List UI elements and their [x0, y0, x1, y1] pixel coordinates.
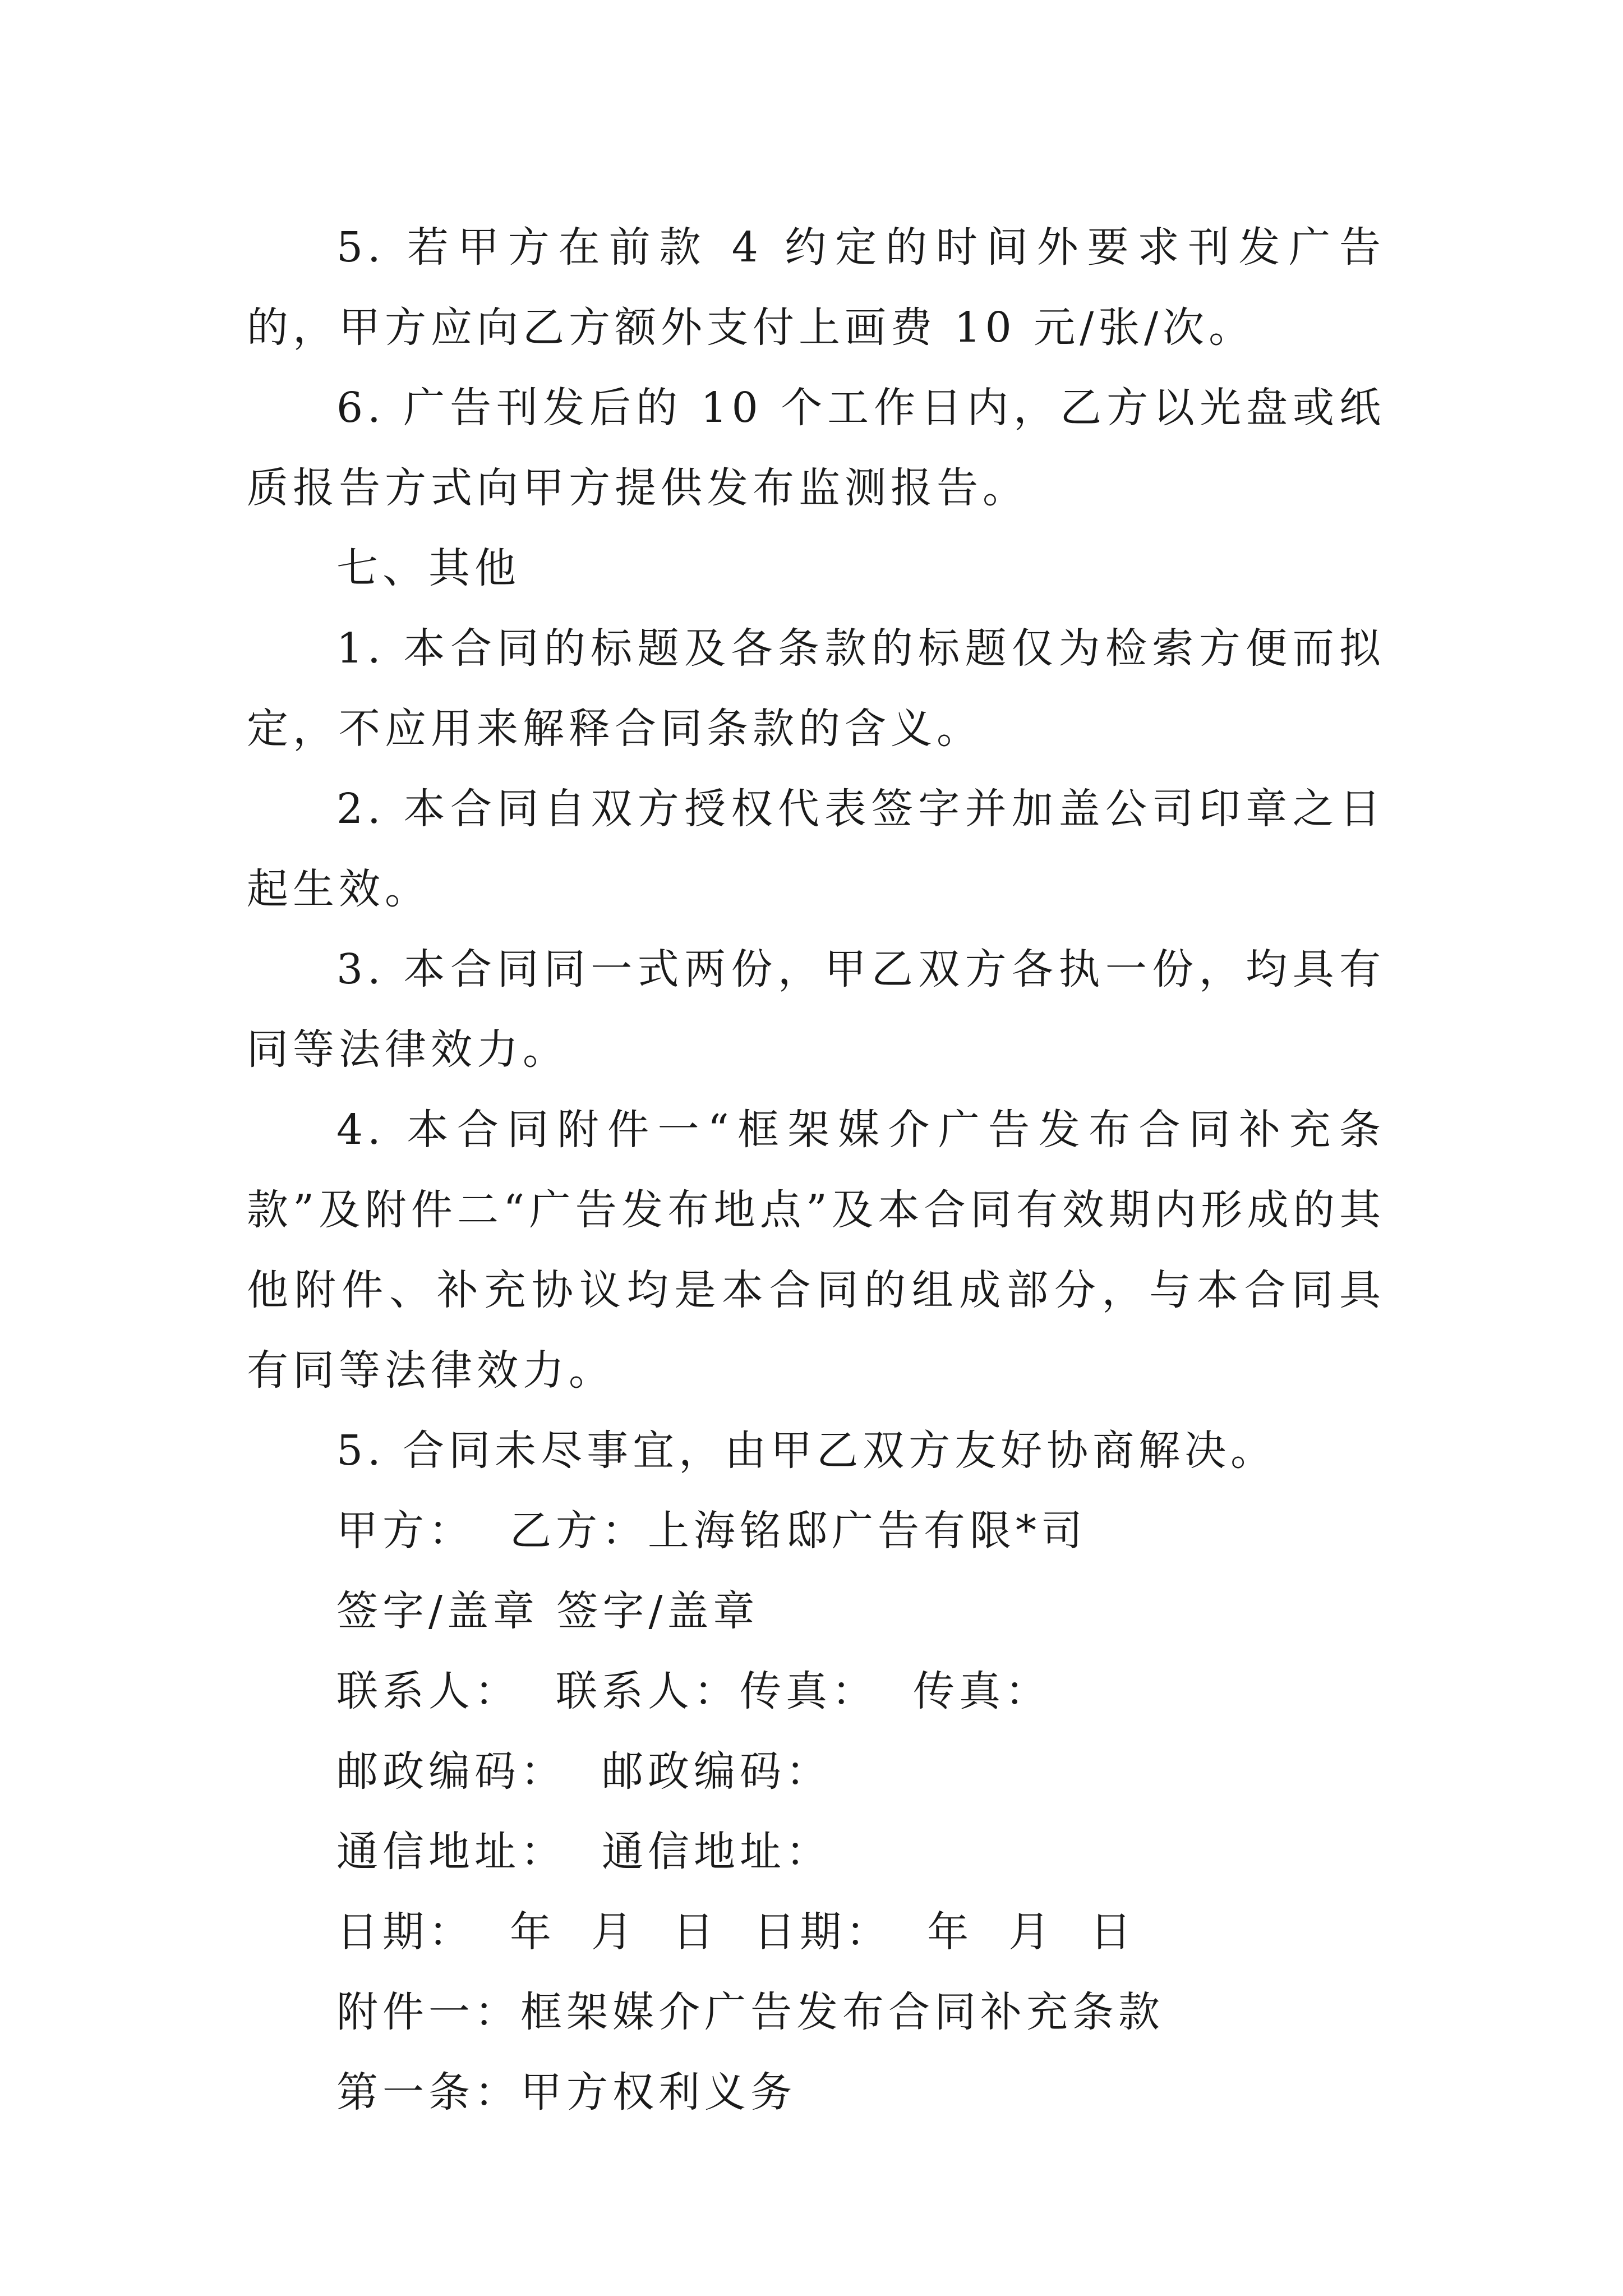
signature-address: 通信地址： 通信地址：	[336, 1828, 832, 1876]
signature-contact-fax: 联系人： 联系人：传真： 传真：	[336, 1667, 1052, 1715]
other-clause-4: 4. 本合同附件一“框架媒介广告发布合同补充条款”及附件二“广告发布地点”及本合同有效期内形成的其他附件、补充协议均是本合同的组成部分，与本合同具有同等法律效力。	[247, 1106, 1385, 1395]
appendix-title: 附件一：框架媒介广告发布合同补充条款	[336, 1988, 1164, 2036]
appendix-article-1: 第一条：甲方权利义务	[336, 2068, 796, 2116]
clause-6-monitoring-report: 6. 广告刊发后的 10 个工作日内，乙方以光盘或纸质报告方式向甲方提供发布监测报告。	[247, 384, 1385, 512]
signature-parties: 甲方： 乙方：上海铭邸广告有限*司	[336, 1507, 1087, 1555]
signature-postal-code: 邮政编码： 邮政编码：	[336, 1747, 832, 1796]
other-clause-1: 1. 本合同的标题及各条款的标题仅为检索方便而拟定，不应用来解释合同条款的含义。	[247, 624, 1385, 753]
signature-date: 日期： 年 月 日 日期： 年 月 日	[336, 1908, 1136, 1956]
other-clause-3: 3. 本合同同一式两份，甲乙双方各执一份，均具有同等法律效力。	[247, 945, 1385, 1074]
other-clause-5: 5. 合同未尽事宜，由甲乙双方友好协商解决。	[336, 1427, 1277, 1475]
signature-sign-seal: 签字/盖章 签字/盖章	[336, 1587, 759, 1635]
other-clause-2: 2. 本合同自双方授权代表签字并加盖公司印章之日起生效。	[247, 785, 1385, 913]
section-heading-other: 七、其他	[336, 544, 520, 592]
document-body	[247, 208, 1385, 2133]
clause-5-extra-fee: 5. 若甲方在前款 4 约定的时间外要求刊发广告的，甲方应向乙方额外支付上画费 10 元/张/次。	[247, 223, 1385, 352]
